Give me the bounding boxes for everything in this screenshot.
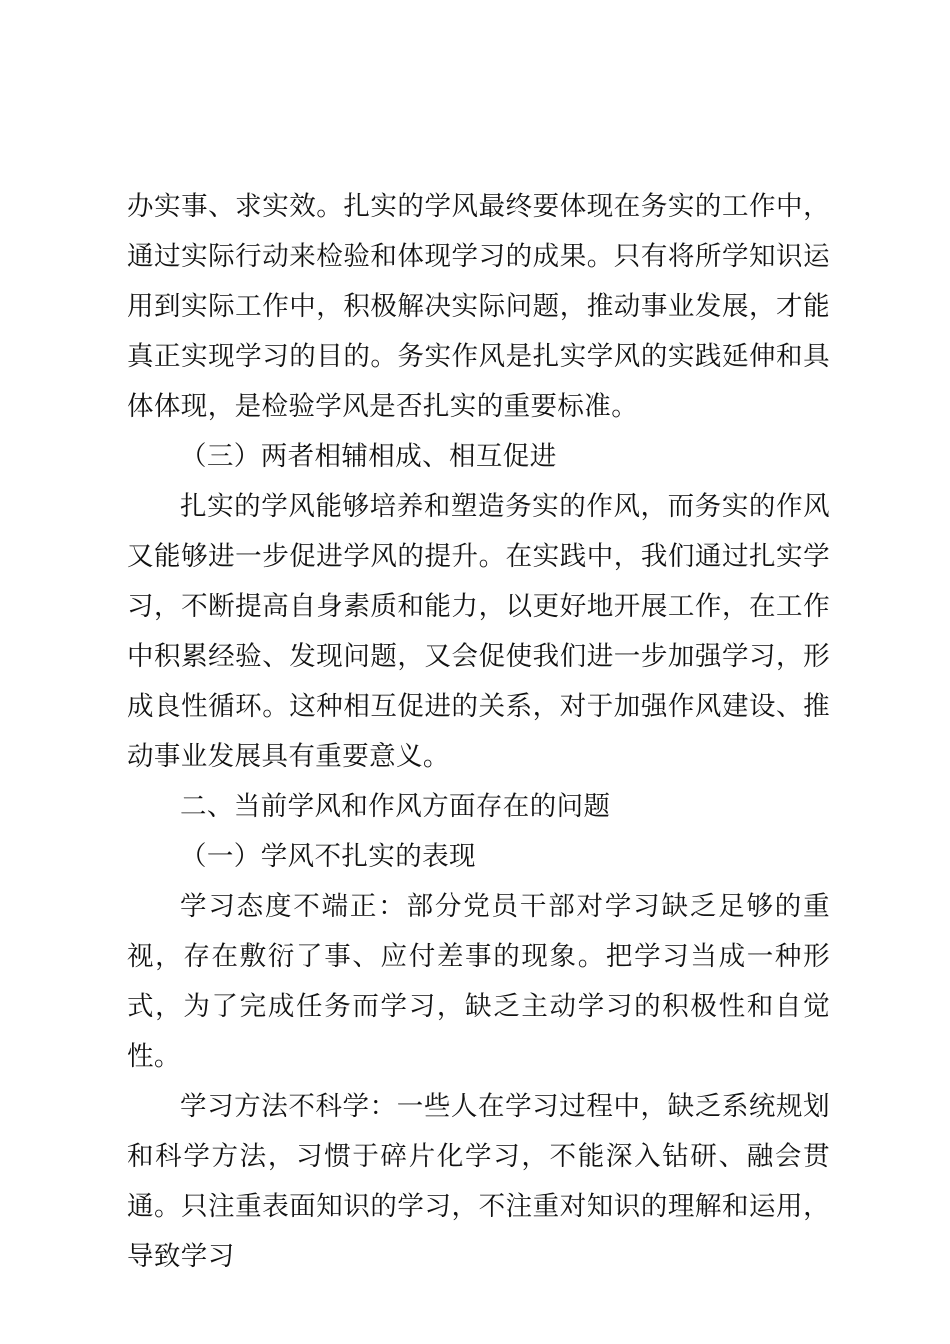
subheading: （三）两者相辅相成、相互促进 — [180, 441, 557, 472]
document-page — [127, 182, 830, 1282]
subheading: （一）学风不扎实的表现 — [180, 841, 476, 872]
body-paragraph: 扎实的学风能够培养和塑造务实的作风，而务实的作风又能够进一步促进学风的提升。在实践中，我们通过扎实学习，不断提高自身素质和能力，以更好地开展工作，在工作中积累经验、发现问题，又会促使我们进一步加强学习，形成良性循环。这种相互促进的关系，对于加强作风建设、推动事业发展具有重要意义。 — [127, 491, 830, 772]
body-paragraph: 学习方法不科学：一些人在学习过程中，缺乏系统规划和科学方法，习惯于碎片化学习，不能深入钻研、融会贯通。只注重表面知识的学习，不注重对知识的理解和运用，导致学习 — [127, 1091, 830, 1272]
body-paragraph: 学习态度不端正：部分党员干部对学习缺乏足够的重视，存在敷衍了事、应付差事的现象。把学习当成一种形式，为了完成任务而学习，缺乏主动学习的积极性和自觉性。 — [127, 891, 830, 1072]
body-paragraph: 办实事、求实效。扎实的学风最终要体现在务实的工作中，通过实际行动来检验和体现学习的成果。只有将所学知识运用到实际工作中，积极解决实际问题，推动事业发展，才能真正实现学习的目的。务实作风是扎实学风的实践延伸和具体体现，是检验学风是否扎实的重要标准。 — [127, 191, 830, 422]
section-heading: 二、当前学风和作风方面存在的问题 — [180, 791, 611, 822]
